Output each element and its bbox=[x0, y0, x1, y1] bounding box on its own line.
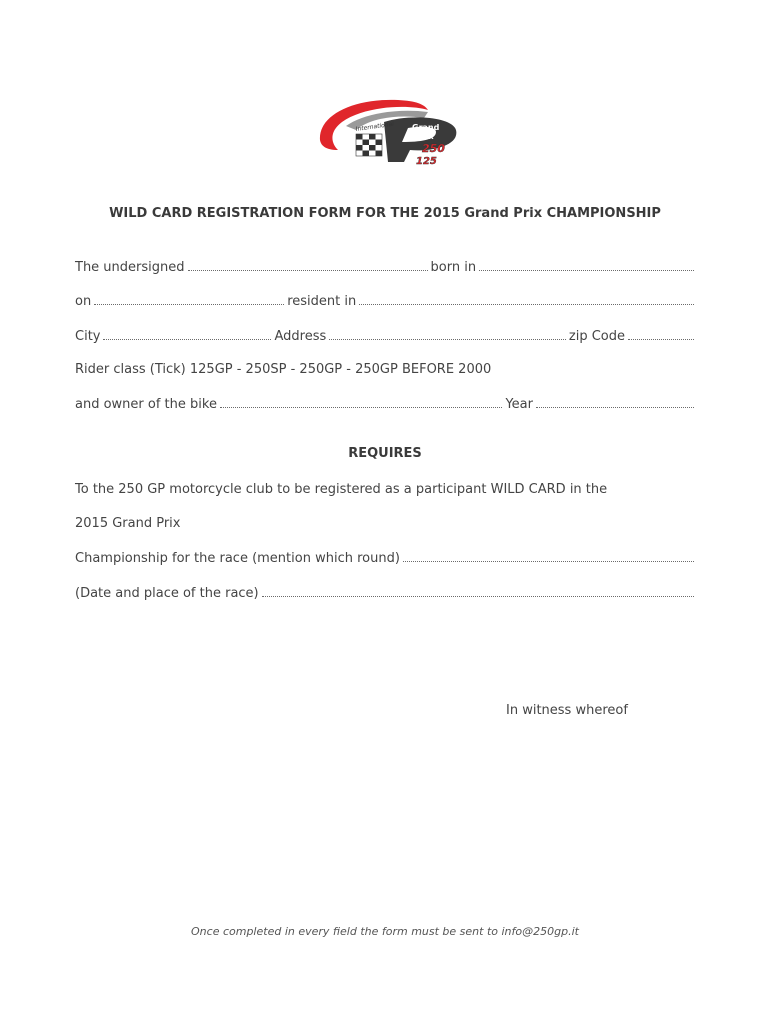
zip-label: zip Code bbox=[568, 329, 625, 344]
bike-field[interactable] bbox=[220, 395, 503, 408]
footer-instructions: Once completed in every field the form must be sent to info@250gp.it bbox=[191, 925, 579, 938]
resident-label: resident in bbox=[287, 294, 357, 309]
form-title: WILD CARD REGISTRATION FORM FOR THE 2015 Grand Prix CHAMPIONSHIP bbox=[109, 206, 661, 221]
rider-class-line[interactable]: Rider class (Tick) 125GP - 250SP - 250GP - 250GP BEFORE 2000 bbox=[75, 362, 492, 377]
undersigned-label: The undersigned bbox=[75, 260, 185, 275]
logo-text-grand: Grand bbox=[412, 123, 440, 132]
address-label: Address bbox=[274, 329, 327, 344]
on-label: on bbox=[75, 294, 92, 309]
resident-row bbox=[75, 292, 697, 311]
race-label: Championship for the race (mention which round) bbox=[75, 551, 400, 566]
year-field[interactable] bbox=[536, 395, 694, 408]
logo-text-125: 125 bbox=[416, 156, 437, 167]
resident-field[interactable] bbox=[359, 292, 694, 305]
owner-label: and owner of the bike bbox=[75, 397, 217, 412]
logo-text-international: International bbox=[355, 120, 395, 133]
zip-field[interactable] bbox=[628, 327, 694, 340]
date-place-label: (Date and place of the race) bbox=[75, 586, 259, 601]
address-row bbox=[75, 327, 697, 346]
race-round-field[interactable] bbox=[403, 549, 694, 562]
date-place-field[interactable] bbox=[262, 584, 694, 597]
owner-row bbox=[75, 395, 697, 414]
undersigned-field[interactable] bbox=[188, 258, 428, 271]
logo-text-250: 250 bbox=[422, 142, 445, 155]
born-label: born in bbox=[430, 260, 477, 275]
race-row bbox=[75, 549, 697, 568]
body-line-2: 2015 Grand Prix bbox=[75, 516, 181, 531]
witness-text: In witness whereof bbox=[506, 703, 628, 718]
address-field[interactable] bbox=[329, 327, 566, 340]
date-place-row bbox=[75, 584, 697, 603]
requires-heading: REQUIRES bbox=[348, 446, 422, 461]
city-label: City bbox=[75, 329, 101, 344]
year-label: Year bbox=[505, 397, 533, 412]
logo-text-prix: Prix bbox=[416, 132, 434, 141]
grand-prix-logo-icon bbox=[312, 96, 464, 168]
city-field[interactable] bbox=[103, 327, 271, 340]
undersigned-row bbox=[75, 258, 697, 277]
born-field[interactable] bbox=[479, 258, 694, 271]
body-line-1: To the 250 GP motorcycle club to be registered as a participant WILD CARD in the bbox=[75, 482, 608, 497]
logo-checkered-flag bbox=[356, 134, 382, 156]
on-date-field[interactable] bbox=[94, 292, 284, 305]
